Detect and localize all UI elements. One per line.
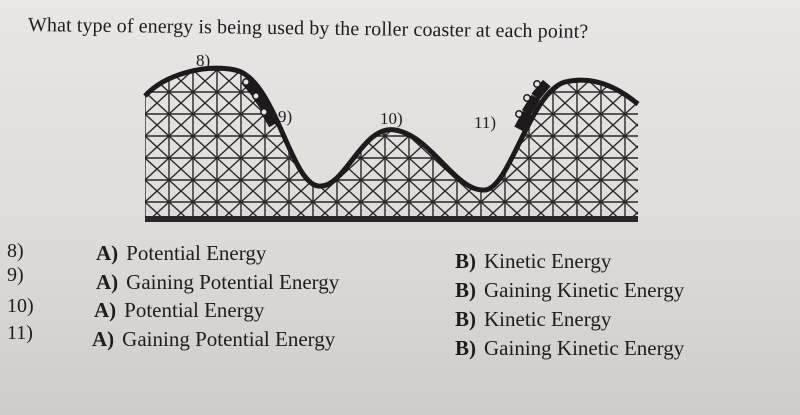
- option-b: [455, 249, 611, 274]
- base-beam: [145, 216, 638, 222]
- option-b: [455, 336, 684, 361]
- option-letter: A): [96, 241, 119, 265]
- question-number: 10): [7, 295, 34, 317]
- option-text: Gaining Potential Energy: [122, 327, 336, 351]
- option-letter: A): [92, 327, 115, 351]
- option-a: [96, 241, 266, 266]
- option-letter: B): [455, 336, 476, 360]
- option-b: [455, 278, 684, 303]
- option-text: Gaining Potential Energy: [126, 270, 340, 294]
- question-number: 11): [7, 322, 33, 344]
- coaster-car-ascending: [514, 80, 550, 131]
- question-number: 8): [7, 240, 24, 262]
- option-text: Potential Energy: [126, 241, 267, 265]
- option-letter: A): [94, 298, 117, 322]
- option-text: Gaining Kinetic Energy: [484, 278, 685, 302]
- option-a: [92, 327, 335, 352]
- option-a: [96, 270, 339, 295]
- point-label-11: 11): [474, 113, 497, 132]
- option-text: Kinetic Energy: [484, 249, 612, 273]
- question-text: What type of energy is being used by the roller coaster at each point?: [27, 14, 589, 43]
- question-number: 9): [7, 264, 24, 286]
- point-label-8: 8): [196, 52, 211, 70]
- option-text: Gaining Kinetic Energy: [484, 336, 685, 360]
- point-label-10: 10): [380, 109, 403, 128]
- coaster-track: [145, 68, 638, 190]
- roller-coaster-diagram: [140, 52, 650, 232]
- option-text: Kinetic Energy: [484, 307, 612, 331]
- point-label-9: 9): [278, 107, 293, 126]
- option-a: [94, 298, 264, 323]
- option-b: [455, 307, 611, 332]
- lattice-structure: [145, 52, 649, 224]
- option-text: Potential Energy: [124, 298, 265, 322]
- option-letter: B): [455, 278, 476, 302]
- option-letter: A): [96, 270, 119, 294]
- option-letter: B): [455, 307, 476, 331]
- option-letter: B): [455, 249, 476, 273]
